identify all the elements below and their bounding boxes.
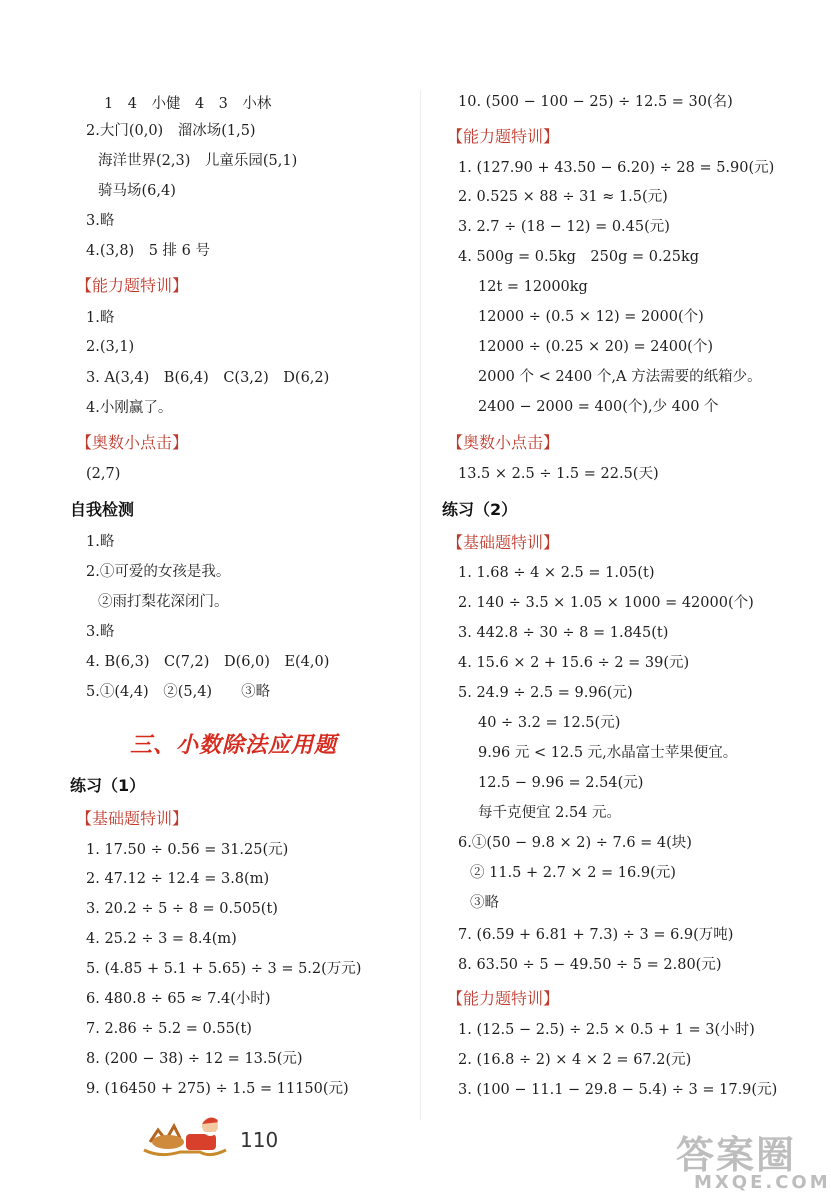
answer-line: 海洋世界(2,3) 儿童乐园(5,1) xyxy=(98,153,298,169)
answer-line: 3.略 xyxy=(86,213,115,229)
section-heading-olympiad: 【奥数小点击】 xyxy=(76,433,189,452)
answer-line: 2.(3,1) xyxy=(86,339,135,355)
watermark-logo: 答案圈 xyxy=(676,1133,797,1177)
section-heading-ability-2: 【能力题特训】 xyxy=(447,989,560,1008)
section-heading-olympiad: 【奥数小点击】 xyxy=(447,433,560,452)
answer-line: 12000 ÷ (0.25 × 20) = 2400(个) xyxy=(478,339,713,355)
answer-line: 8. (200 − 38) ÷ 12 = 13.5(元) xyxy=(86,1051,303,1067)
answer-line: ②雨打梨花深闭门。 xyxy=(98,594,229,610)
answer-line: 2.①可爱的女孩是我。 xyxy=(86,564,231,580)
answer-line: 骑马场(6,4) xyxy=(98,183,176,199)
section-heading-basic: 【基础题特训】 xyxy=(76,809,189,828)
answer-line: 1. 1.68 ÷ 4 × 2.5 = 1.05(t) xyxy=(458,565,655,581)
answer-line: 2. 140 ÷ 3.5 × 1.05 × 1000 = 42000(个) xyxy=(458,595,754,611)
answer-line: 6.①(50 − 9.8 × 2) ÷ 7.6 = 4(块) xyxy=(458,835,692,851)
watermark-url: MXQE.COM xyxy=(694,1172,831,1193)
answer-line: 1. (12.5 − 2.5) ÷ 2.5 × 0.5 + 1 = 3(小时) xyxy=(458,1022,755,1038)
answer-line: 1 4 小健 4 3 小林 xyxy=(104,96,272,112)
answer-line: 2.大门(0,0) 溜冰场(1,5) xyxy=(86,123,256,139)
answer-line: 3. A(3,4) B(6,4) C(3,2) D(6,2) xyxy=(86,370,330,386)
answer-line: 12t = 12000kg xyxy=(478,279,588,295)
answer-line: 每千克便宜 2.54 元。 xyxy=(478,805,622,821)
answer-line: 1. (127.90 + 43.50 − 6.20) ÷ 28 = 5.90(元) xyxy=(458,160,775,176)
answer-line: 2400 − 2000 = 400(个),少 400 个 xyxy=(478,399,719,415)
answer-line: 2. 0.525 × 88 ÷ 31 ≈ 1.5(元) xyxy=(458,189,668,205)
answer-line: 12000 ÷ (0.5 × 12) = 2000(个) xyxy=(478,309,704,325)
answer-line: 8. 63.50 ÷ 5 − 49.50 ÷ 5 = 2.80(元) xyxy=(458,957,722,973)
answer-line: 10. (500 − 100 − 25) ÷ 12.5 = 30(名) xyxy=(458,94,733,110)
answer-line: 1.略 xyxy=(86,310,115,326)
answer-line: 5. 24.9 ÷ 2.5 = 9.96(元) xyxy=(458,685,633,701)
answer-line: 2. 47.12 ÷ 12.4 = 3.8(m) xyxy=(86,871,270,887)
section-heading-ability: 【能力题特训】 xyxy=(76,276,189,295)
answer-line: 1.略 xyxy=(86,534,115,550)
answer-line: 1. 17.50 ÷ 0.56 = 31.25(元) xyxy=(86,842,289,858)
chapter-title: 三、小数除法应用题 xyxy=(130,733,338,758)
self-check-title: 自我检测 xyxy=(70,500,135,519)
answer-line: 5.①(4,4) ②(5,4) ③略 xyxy=(86,684,271,700)
section-heading-basic: 【基础题特训】 xyxy=(447,533,560,552)
answer-line: 3. 442.8 ÷ 30 ÷ 8 = 1.845(t) xyxy=(458,625,669,641)
answer-line: 9.96 元 < 12.5 元,水晶富士苹果便宜。 xyxy=(478,745,738,761)
answer-line: 40 ÷ 3.2 = 12.5(元) xyxy=(478,715,621,731)
answer-line: 4.(3,8) 5 排 6 号 xyxy=(86,243,210,259)
answer-line: 3. 2.7 ÷ (18 − 12) = 0.45(元) xyxy=(458,219,670,235)
answer-line: 7. 2.86 ÷ 5.2 = 0.55(t) xyxy=(86,1021,252,1037)
answer-line: 2000 个 < 2400 个,A 方法需要的纸箱少。 xyxy=(478,369,762,385)
answer-line: 9. (16450 + 275) ÷ 1.5 = 11150(元) xyxy=(86,1081,349,1097)
page-number: 110 xyxy=(240,1128,279,1152)
answer-line: ② 11.5 + 2.7 × 2 = 16.9(元) xyxy=(470,865,676,881)
answer-line: 3. (100 − 11.1 − 29.8 − 5.4) ÷ 3 = 17.9(元) xyxy=(458,1082,778,1098)
answer-line: 3.略 xyxy=(86,624,115,640)
answer-line: 4. 15.6 × 2 + 15.6 ÷ 2 = 39(元) xyxy=(458,655,690,671)
answer-line: 13.5 × 2.5 ÷ 1.5 = 22.5(天) xyxy=(458,466,659,482)
answer-line: ③略 xyxy=(470,895,499,911)
practice-2-title: 练习（2） xyxy=(442,500,518,519)
answer-line: (2,7) xyxy=(86,466,121,482)
column-divider xyxy=(420,90,421,1120)
answer-line: 5. (4.85 + 5.1 + 5.65) ÷ 3 = 5.2(万元) xyxy=(86,961,362,977)
answer-line: 12.5 − 9.96 = 2.54(元) xyxy=(478,775,644,791)
answer-line: 6. 480.8 ÷ 65 ≈ 7.4(小时) xyxy=(86,991,271,1007)
answer-line: 4.小刚赢了。 xyxy=(86,400,173,416)
answer-line: 7. (6.59 + 6.81 + 7.3) ÷ 3 = 6.9(万吨) xyxy=(458,927,734,943)
answer-line: 2. (16.8 ÷ 2) × 4 × 2 = 67.2(元) xyxy=(458,1052,692,1068)
answer-line: 3. 20.2 ÷ 5 ÷ 8 = 0.505(t) xyxy=(86,901,278,917)
santa-sleigh-decoration-icon xyxy=(140,1112,238,1162)
section-heading-ability: 【能力题特训】 xyxy=(447,127,560,146)
answer-line: 4. B(6,3) C(7,2) D(6,0) E(4,0) xyxy=(86,654,330,670)
practice-1-title: 练习（1） xyxy=(70,776,146,795)
answer-line: 4. 500g = 0.5kg 250g = 0.25kg xyxy=(458,249,700,265)
answer-line: 4. 25.2 ÷ 3 = 8.4(m) xyxy=(86,931,237,947)
